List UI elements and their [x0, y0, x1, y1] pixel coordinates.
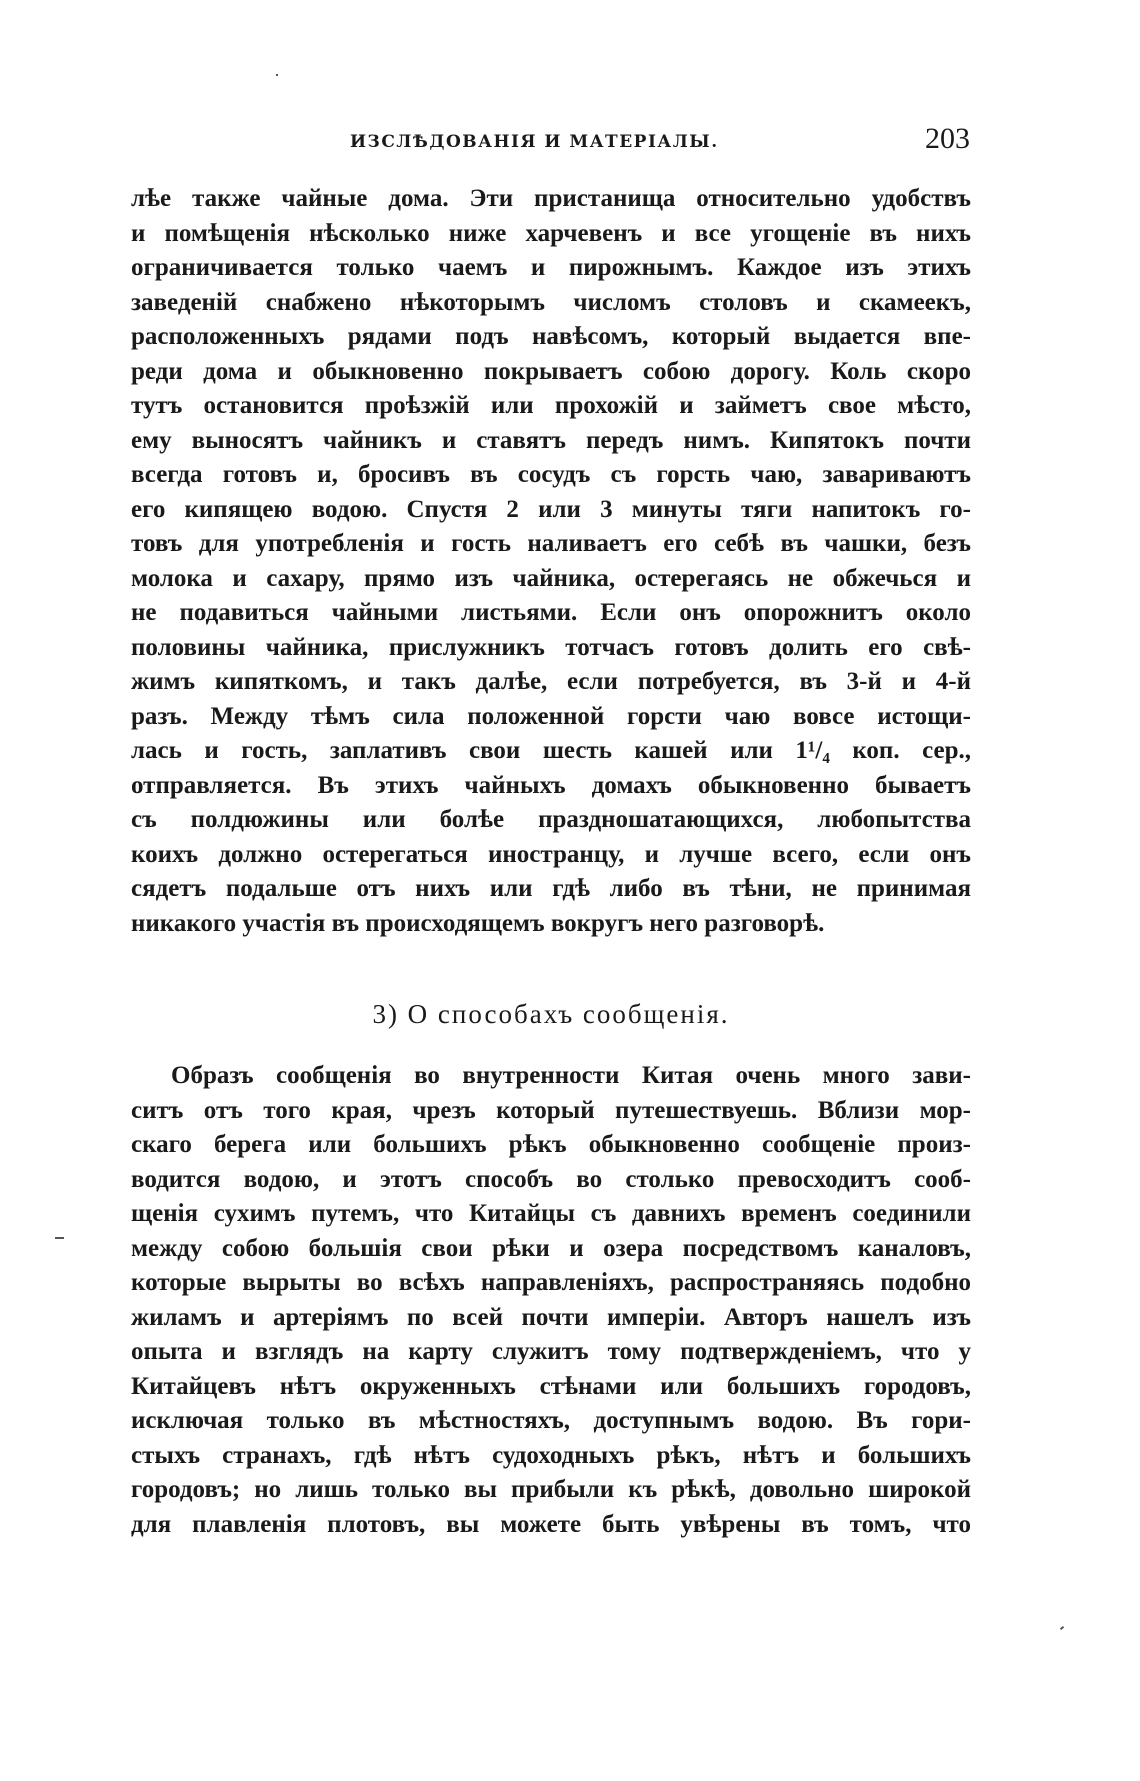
text-line: скаго берега или большихъ рѣкъ обыкновенно сообщеніе произ- [131, 1131, 971, 1158]
text-line: ситъ отъ того края, чрезъ который путешествуешь. Вблизи мор- [131, 1096, 971, 1124]
text-line: его кипящею водою. Спустя 2 или 3 минуты тяги напитокъ го- [131, 495, 971, 523]
text-line: ему выносятъ чайникъ и ставятъ передъ нимъ. Кипятокъ почти [131, 426, 971, 454]
text-line: для плавленія плотовъ, вы можете быть увѣрены въ томъ, что [131, 1510, 971, 1538]
running-header [130, 122, 970, 162]
text-line: щенія сухимъ путемъ, что Китайцы съ давнихъ временъ соединили [131, 1200, 971, 1227]
paragraph-tea-houses [131, 182, 971, 941]
paragraph-communication [131, 1059, 971, 1542]
text-line: расположенныхъ рядами подъ навѣсомъ, который выдается впе- [131, 323, 971, 350]
section-heading: 3) О способахъ сообщенія. [372, 999, 730, 1029]
text-line: исключая только въ мѣстностяхъ, доступнымъ водою. Въ гори- [131, 1407, 971, 1434]
text-line: стыхъ странахъ, гдѣ нѣтъ судоходныхъ рѣкъ, нѣтъ и большихъ [131, 1441, 971, 1469]
text-line: ограничивается только чаемъ и пирожнымъ. Каждое изъ этихъ [131, 254, 971, 281]
text-line: городовъ; но лишь только вы прибыли къ рѣкѣ, довольно широкой [131, 1476, 971, 1503]
scan-speck [55, 1237, 64, 1239]
scan-speck [276, 74, 278, 76]
page-number: 203 [925, 122, 970, 155]
text-line: между собою большія свои рѣки и озера посредствомъ каналовъ, [131, 1234, 971, 1262]
text-line: заведеній снабжено нѣкоторымъ числомъ столовъ и скамеекъ, [131, 288, 971, 316]
text-line: товъ для употребленія и гость наливаетъ его себѣ въ чашки, безъ [131, 530, 971, 557]
text-line: разъ. Между тѣмъ сила положенной горсти чаю вовсе истощи- [131, 702, 971, 730]
scan-speck [1060, 1626, 1064, 1630]
text-line: Образъ сообщенія во внутренности Китая очень много зави- [171, 1062, 971, 1089]
text-line: жиламъ и артеріямъ по всей почти имперіи. Авторъ нашелъ изъ [131, 1303, 971, 1331]
text-line: отправляется. Въ этихъ чайныхъ домахъ обыкновенно бываетъ [131, 771, 971, 799]
text-line: никакого участія въ происходящемъ вокругъ него разговорѣ. [131, 909, 825, 937]
text-line: Китайцевъ нѣтъ окруженныхъ стѣнами или большихъ городовъ, [131, 1372, 971, 1400]
text-line: и помѣщенія нѣсколько ниже харчевенъ и все угощеніе въ нихъ [131, 219, 971, 247]
text-line: лѣе также чайные дома. Эти пристанища относительно удобствъ [131, 185, 971, 212]
text-line: опыта и взглядъ на карту служитъ тому подтвержденіемъ, что у [131, 1338, 971, 1365]
text-line: всегда готовъ и, бросивъ въ сосудъ съ горсть чаю, завариваютъ [131, 461, 971, 488]
text-line: не подавиться чайными листьями. Если онъ опорожнитъ около [131, 599, 971, 626]
text-line: коихъ должно остерегаться иностранцу, и лучше всего, если онъ [131, 840, 971, 868]
running-title: ИЗСЛѢДОВАНІЯ И МАТЕРІАЛЫ. [350, 132, 719, 152]
text-line: которые вырыты во всѣхъ направленіяхъ, распространяясь подобно [131, 1269, 971, 1296]
text-line: молока и сахару, прямо изъ чайника, остерегаясь не обжечься и [131, 564, 971, 592]
text-line: сядетъ подальше отъ нихъ или гдѣ либо въ тѣни, не принимая [131, 875, 971, 902]
text-line: водится водою, и этотъ способъ во столько превосходитъ сооб- [131, 1165, 971, 1193]
text-line: половины чайника, прислужникъ тотчасъ готовъ долить его свѣ- [131, 633, 971, 661]
text-line: съ полдюжины или болѣе праздношатающихся, любопытства [131, 806, 971, 833]
text-line: жимъ кипяткомъ, и такъ далѣе, если потребуется, въ 3-й и 4-й [131, 668, 971, 695]
text-line: лась и гость, заплативъ свои шесть кашей или 1¹/₄ коп. сер., [131, 737, 971, 764]
text-line: реди дома и обыкновенно покрываетъ собою дорогу. Коль скоро [131, 357, 971, 385]
text-line: тутъ остановится проѣзжій или прохожій и займетъ свое мѣсто, [131, 392, 971, 419]
